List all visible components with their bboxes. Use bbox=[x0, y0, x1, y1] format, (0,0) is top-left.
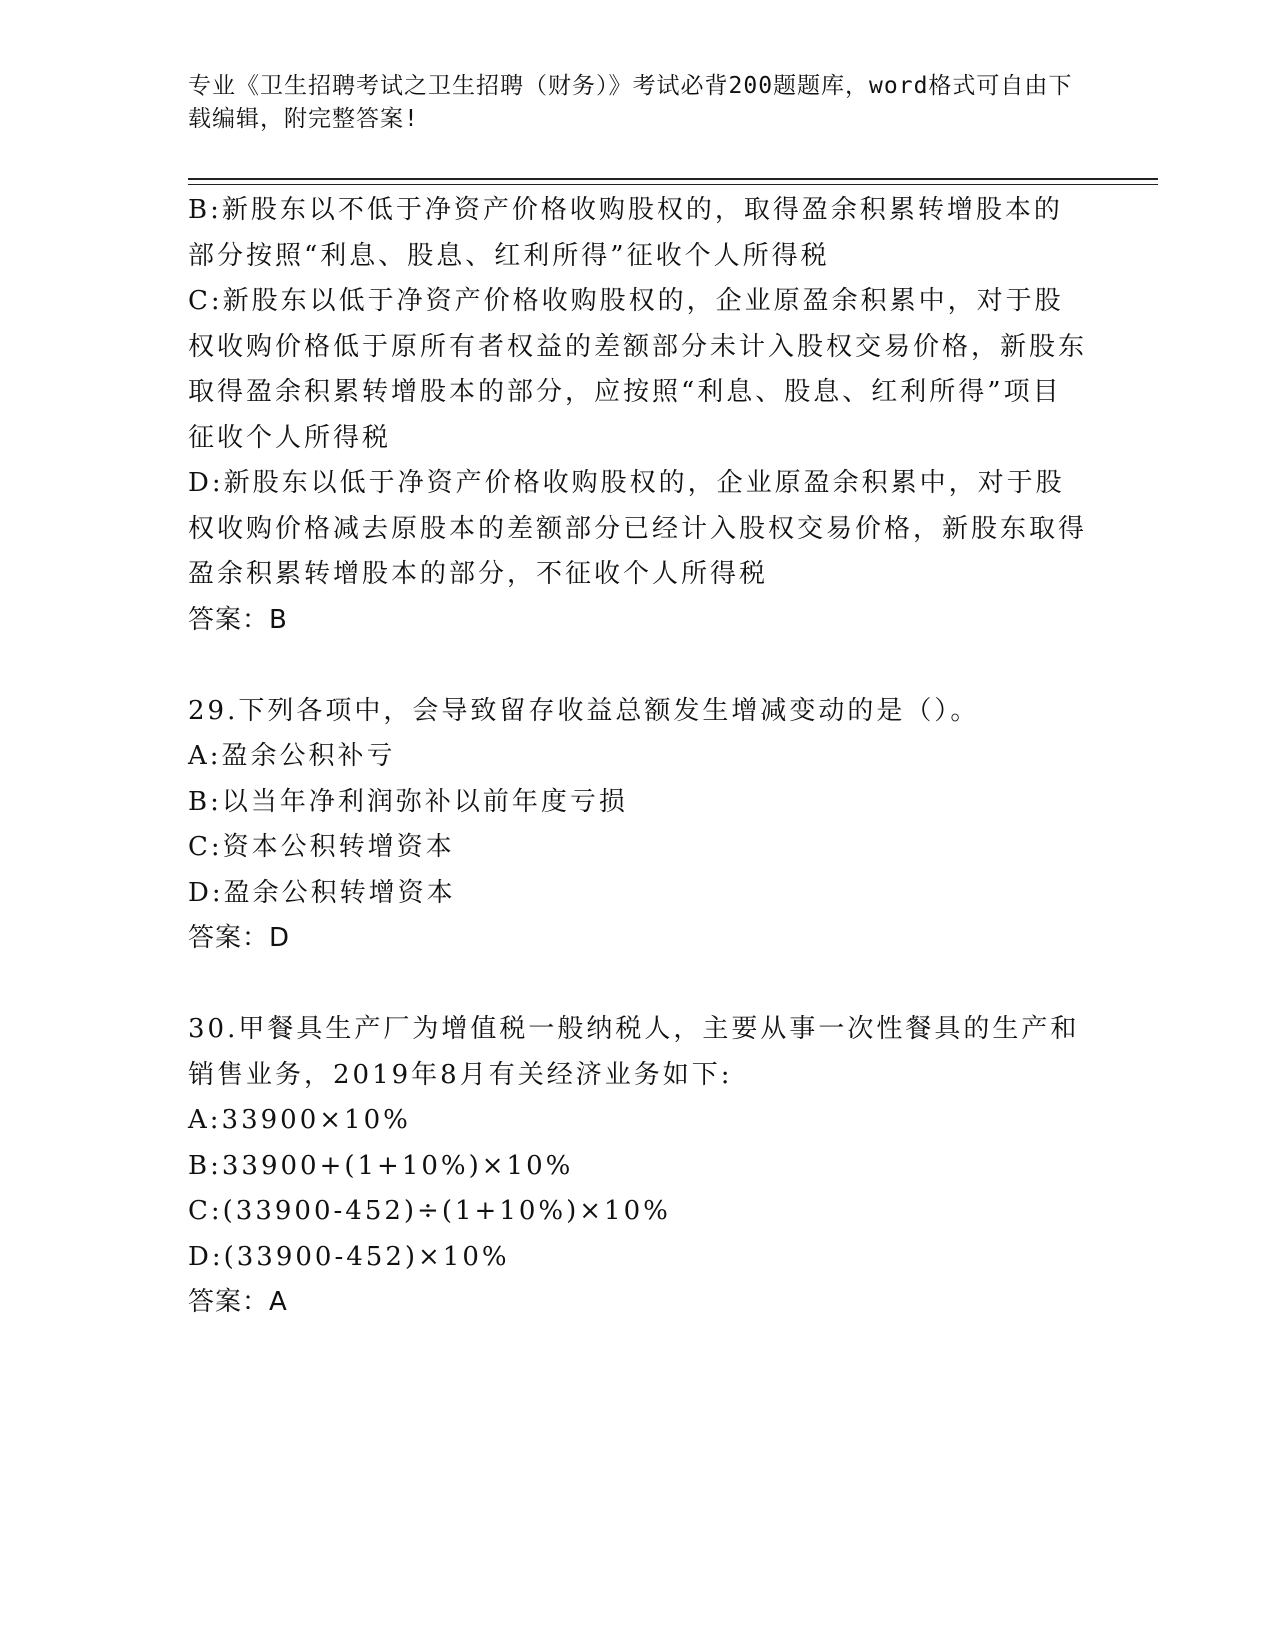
option-d: D:盈余公积转增资本 bbox=[188, 877, 456, 908]
option-b: B:33900+(1+10%)×10% bbox=[188, 1150, 574, 1181]
question-29: 29.下列各项中，会导致留存收益总额发生增减变动的是（）。 bbox=[188, 695, 980, 726]
option-d: D:(33900-452)×10% bbox=[188, 1241, 510, 1272]
option-c: C:新股东以低于净资产价格收购股权的，企业原盈余积累中，对于股权收购价格低于原所有者权益的差额部分未计入股权交易价格，新股东取得盈余积累转增股本的部分，应按照“利息、股息、红利所得”项目征收个人所得税 bbox=[188, 286, 1088, 453]
document-header: 专业《卫生招聘考试之卫生招聘（财务）》考试必背200题题库，word格式可自由下载编辑，附完整答案! bbox=[188, 73, 1073, 132]
question-30: 30.甲餐具生产厂为增值税一般纳税人，主要从事一次性餐具的生产和销售业务，2019年8月有关经济业务如下: bbox=[188, 1014, 1080, 1090]
question-content bbox=[188, 188, 1088, 1326]
header-divider-thick bbox=[188, 178, 1158, 180]
option-c: C:资本公积转增资本 bbox=[188, 832, 455, 862]
spacer bbox=[188, 643, 1088, 689]
option-a: A:盈余公积补亏 bbox=[188, 741, 396, 771]
answer-line: 答案：A bbox=[188, 1287, 288, 1317]
option-a: A:33900×10% bbox=[188, 1105, 411, 1135]
option-b: B:新股东以不低于净资产价格收购股权的，取得盈余积累转增股本的部分按照“利息、股息、红利所得”征收个人所得税 bbox=[188, 195, 1063, 271]
header-divider-thin bbox=[188, 184, 1158, 185]
option-d: D:新股东以低于净资产价格收购股权的，企业原盈余积累中，对于股权收购价格减去原股本的差额部分已经计入股权交易价格，新股东取得盈余积累转增股本的部分，不征收个人所得税 bbox=[188, 468, 1088, 589]
answer-line: 答案：D bbox=[188, 923, 291, 953]
spacer bbox=[188, 962, 1088, 1008]
option-b: B:以当年净利润弥补以前年度亏损 bbox=[188, 786, 628, 817]
answer-line: 答案：B bbox=[188, 604, 288, 635]
option-c: C:(33900-452)÷(1+10%)×10% bbox=[188, 1196, 671, 1226]
